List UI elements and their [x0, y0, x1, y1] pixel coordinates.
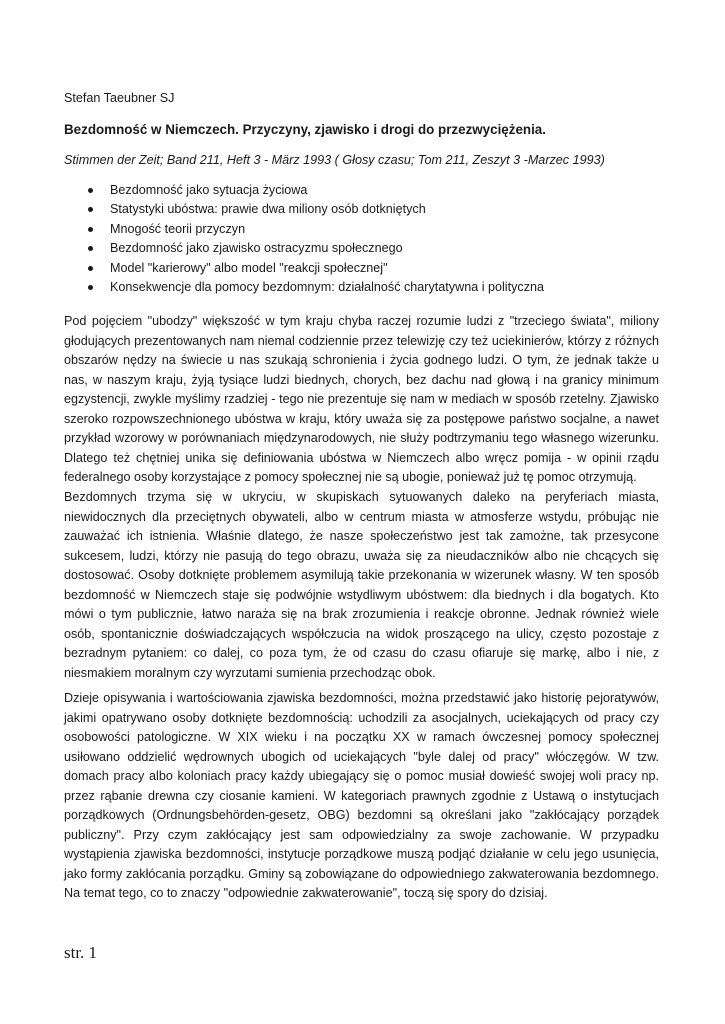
source-citation: Stimmen der Zeit; Band 211, Heft 3 - März 1993 ( Głosy czasu; Tom 211, Zeszyt 3 -Marzec 1993): [64, 153, 605, 167]
bullet-text: Model "karierowy" albo model "reakcji społecznej": [110, 260, 388, 275]
bullet-dot-icon: [88, 246, 93, 251]
bullet-dot-icon: [88, 266, 93, 271]
page-number: str. 1: [64, 943, 98, 962]
bullet-text: Bezdomność jako zjawisko ostracyzmu społecznego: [110, 241, 403, 256]
author-line: Stefan Taeubner SJ: [64, 91, 175, 105]
bullet-text: Mnogość teorii przyczyn: [110, 221, 246, 236]
bullet-text: Bezdomność jako sytuacja życiowa: [110, 183, 308, 197]
bullet-item: [64, 220, 664, 239]
document-title: Bezdomność w Niemczech. Przyczyny, zjawisko i drogi do przezwyciężenia.: [64, 122, 546, 137]
bullet-item: [64, 278, 664, 297]
bullet-item: [64, 239, 664, 258]
bullet-text: Konsekwencje dla pomocy bezdomnym: działalność charytatywna i polityczna: [110, 279, 544, 294]
body-paragraph: Pod pojęciem "ubodzy" większość w tym kraju chyba raczej rozumie ludzi z "trzeciego świata", miliony głodujących prezentowanych nam niemal codziennie przez telewizję czy też uciekinierów, którzy z różnych obszarów nędzy na świecie u nas szukają schronienia i życia godnego ludzi. O tym, że jednak także u nas, w naszym kraju, żyją tysiące ludzi biednych, chorych, bez dachu nad głową i na granicy minimum egzystencji, zwykle myślimy rzadziej - tego nie prezentuje się nam w mediach w sposób rzetelny. Zjawisko szeroko rozpowszechnionego ubóstwa w kraju, który uważa się za postępowe państwo socjalne, a nawet przykład wzorowy w porównaniach międzynarodowych, nie służy podtrzymaniu tego własnego wizerunku. Dlatego też chętniej unika się definiowania ubóstwa w Niemczech albo wręcz pomija - w opinii rządu federalnego osoby korzystające z pomocy społecznej nie są ubogie, ponieważ już tę pomoc otrzymują.: [64, 314, 659, 484]
bullet-dot-icon: [88, 227, 93, 232]
body-paragraph: Bezdomnych trzyma się w ukryciu, w skupiskach sytuowanych daleko na peryferiach miasta, niewidocznych dla przeciętnych obywateli, albo w centrum miasta w atmosferze wstydu, próbując nie zauważać ich istnienia. Właśnie dlatego, że nasze społeczeństwo jest tak zamożne, tak przesycone sukcesem, ludzi, którzy nie pasują do tego obrazu, uważa się za nieudaczników albo nie chcących się dostosować. Osoby dotknięte problemem asymilują takie przekonania w wizerunek własny. W ten sposób bezdomność w Niemczech staje się podwójnie wstydliwym ubóstwem: dla biednych i dla bogatych. Kto mówi o tym publicznie, łatwo naraża się na brak zrozumienia i reakcje obronne. Jednak również wiele osób, spontanicznie doświadczających współczucia na widok proszącego na ulicy, często pozostaje z bezradnym pytaniem: co dalej, co poza tym, że od czasu do czasu ofiaruje się markę, albo i nie, z niesmakiem moralnym czy wyrzutami sumienia przechodząc obok.: [64, 490, 659, 680]
body-paragraph: Dzieje opisywania i wartościowania zjawiska bezdomności, można przedstawić jako historię pejoratywów, jakimi opatrywano osoby dotknięte bezdomnością: uchodzili za asocjalnych, uciekających od pracy czy osobowości patologiczne. W XIX wieku i na początku XX w ramach ówczesnej pomocy społecznej usiłowano oddzielić wędrownych ubogich od uciekających "byle dalej od pracy" włóczęgów. W tzw. domach pracy albo koloniach pracy każdy ubiegający się o pomoc musiał dowieść swojej woli pracy np. przez rąbanie drewna czy ciosanie kamieni. W kategoriach prawnych zgodnie z Ustawą o instytucjach porządkowych (Ordnungsbehörden-gesetz, OBG) bezdomni są określani jako "zakłócający porządek publiczny". Przy czym zakłócający jest sam odpowiedzialny za swoje zachowanie. W przypadku wystąpienia zjawiska bezdomności, instytucje porządkowe muszą podjąć działanie w celu jego usunięcia, jako formy zakłócania porządku. Gminy są zobowiązane do odpowiedniego zakwaterowania bezdomnego. Na temat tego, co to znaczy "odpowiednie zakwaterowanie", toczą się spory do dzisiaj.: [64, 691, 659, 900]
bullet-dot-icon: [88, 285, 93, 290]
bullet-dot-icon: [88, 188, 93, 193]
bullet-dot-icon: [88, 207, 93, 212]
bullet-item: [64, 259, 664, 278]
bullet-text: Statystyki ubóstwa: prawie dwa miliony osób dotkniętych: [110, 202, 426, 217]
topic-bullet-list: [64, 181, 664, 297]
bullet-item: [64, 181, 664, 200]
bullet-item: [64, 200, 664, 219]
